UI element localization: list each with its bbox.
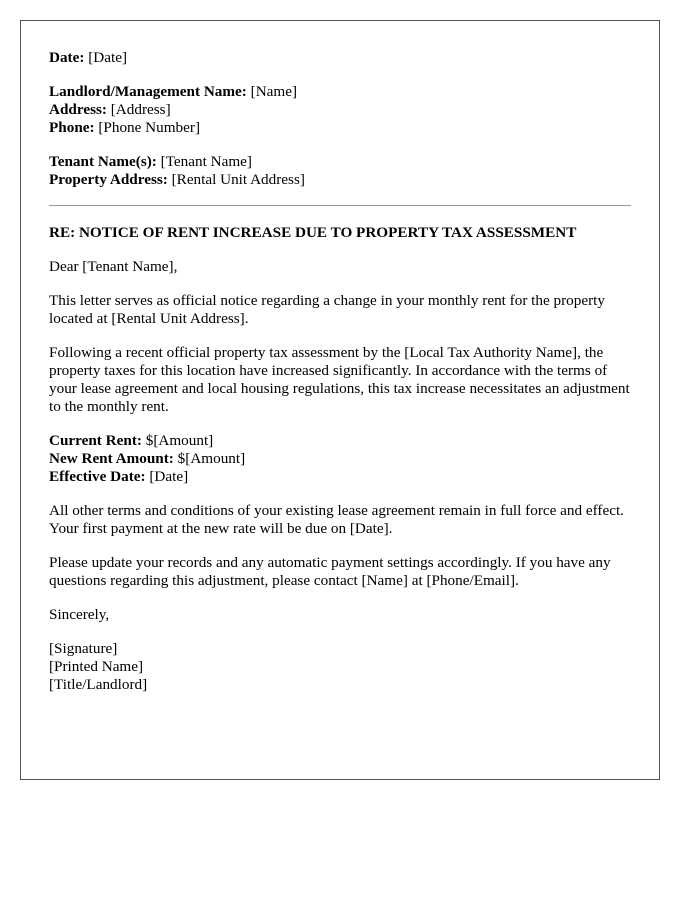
date-label: Date:	[49, 49, 85, 66]
subject-line: RE: NOTICE OF RENT INCREASE DUE TO PROPERTY TAX ASSESSMENT	[49, 224, 577, 241]
current-rent-value: $[Amount]	[145, 432, 214, 449]
phone-line	[49, 119, 631, 137]
property-label: Property Address:	[49, 171, 168, 188]
new-rent-label: New Rent Amount:	[49, 450, 174, 467]
phone-value: [Phone Number]	[98, 119, 201, 136]
new-rent-line	[49, 450, 631, 468]
address-value: [Address]	[110, 101, 171, 118]
tenant-label: Tenant Name(s):	[49, 153, 157, 170]
landlord-block	[49, 83, 631, 137]
rent-block	[49, 432, 631, 486]
printed-name-line: [Printed Name]	[49, 658, 144, 675]
date-value: [Date]	[88, 49, 128, 66]
date-block	[49, 49, 631, 67]
new-rent-value: $[Amount]	[177, 450, 246, 467]
property-value: [Rental Unit Address]	[171, 171, 305, 188]
property-line	[49, 171, 631, 189]
landlord-line	[49, 83, 631, 101]
tenant-line	[49, 153, 631, 171]
effective-date-label: Effective Date:	[49, 468, 146, 485]
signature-line: [Signature]	[49, 640, 118, 657]
closing-salutation: Sincerely,	[49, 606, 110, 623]
landlord-value: [Name]	[250, 83, 298, 100]
divider	[49, 205, 631, 206]
tenant-block	[49, 153, 631, 189]
current-rent-label: Current Rent:	[49, 432, 142, 449]
effective-date-line	[49, 468, 631, 486]
address-label: Address:	[49, 101, 107, 118]
title-line: [Title/Landlord]	[49, 676, 148, 693]
address-line	[49, 101, 631, 119]
closing-paragraph: Please update your records and any automatic payment settings accordingly. If you have any questions regarding this adjustment, please contact [Name] at [Phone/Email].	[49, 554, 611, 589]
signature-block	[49, 640, 631, 694]
body-paragraph: This letter serves as official notice regarding a change in your monthly rent for the property located at [Rental Unit Address].	[49, 292, 605, 327]
effective-date-value: [Date]	[149, 468, 189, 485]
letter-page	[20, 20, 660, 780]
date-line	[49, 49, 631, 67]
phone-label: Phone:	[49, 119, 95, 136]
tenant-value: [Tenant Name]	[160, 153, 252, 170]
landlord-label: Landlord/Management Name:	[49, 83, 247, 100]
salutation: Dear [Tenant Name],	[49, 258, 178, 275]
closing-paragraph: All other terms and conditions of your existing lease agreement remain in full force and effect. Your first payment at the new rate will be due on [Date].	[49, 502, 624, 537]
body-paragraph: Following a recent official property tax assessment by the [Local Tax Authority Name], the property taxes for this location have increased significantly. In accordance with the terms of your lease agreement and local housing regulations, this tax increase necessitates an adjustment to the monthly rent.	[49, 344, 630, 415]
current-rent-line	[49, 432, 631, 450]
